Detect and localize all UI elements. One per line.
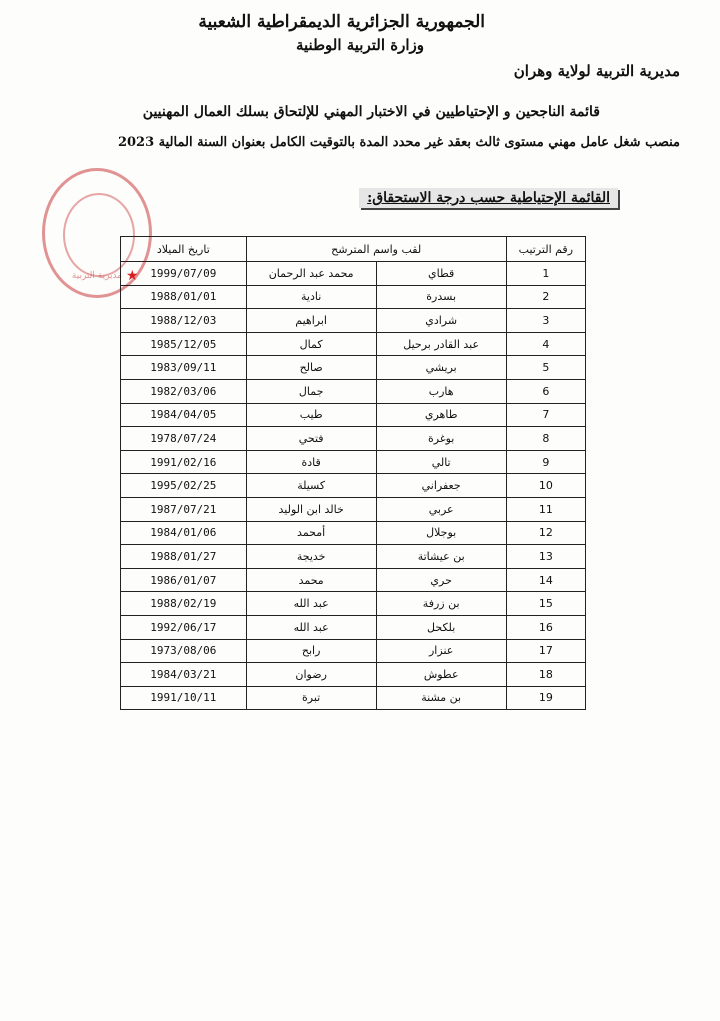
table-row [121, 309, 586, 333]
row-rank: 14 [506, 568, 585, 592]
row-first-name: رضوان [246, 663, 376, 687]
row-rank: 16 [506, 615, 585, 639]
row-first-name: ابراهيم [246, 309, 376, 333]
row-birth-date: 1987/07/21 [121, 497, 247, 521]
row-rank: 1 [506, 262, 585, 286]
row-rank: 2 [506, 285, 585, 309]
row-first-name: قادة [246, 450, 376, 474]
row-rank: 6 [506, 379, 585, 403]
header-name: لقب واسم المترشح [246, 237, 506, 262]
directorate-header: مديرية التربية لولاية وهران [513, 62, 680, 80]
row-first-name: عبد الله [246, 592, 376, 616]
table-row [121, 521, 586, 545]
row-rank: 17 [506, 639, 585, 663]
row-last-name: عطوش [376, 663, 506, 687]
row-birth-date: 1999/07/09 [121, 262, 247, 286]
row-first-name: صالح [246, 356, 376, 380]
row-birth-date: 1992/06/17 [121, 615, 247, 639]
table-row [121, 403, 586, 427]
row-rank: 9 [506, 450, 585, 474]
ministry-header: وزارة التربية الوطنية [295, 36, 424, 54]
table-row [121, 497, 586, 521]
stamp-text: مديرية التربية [71, 271, 123, 281]
row-birth-date: 1986/01/07 [121, 568, 247, 592]
row-last-name: حري [376, 568, 506, 592]
row-first-name: أمحمد [246, 521, 376, 545]
row-first-name: نادية [246, 285, 376, 309]
row-last-name: عربي [376, 497, 506, 521]
table-row [121, 568, 586, 592]
row-last-name: بلكحل [376, 615, 506, 639]
row-birth-date: 1985/12/05 [121, 332, 247, 356]
table-row [121, 639, 586, 663]
row-last-name: بن زرفة [376, 592, 506, 616]
table-row [121, 262, 586, 286]
row-birth-date: 1983/09/11 [121, 356, 247, 380]
table-row [121, 285, 586, 309]
row-birth-date: 1988/02/19 [121, 592, 247, 616]
row-rank: 3 [506, 309, 585, 333]
row-last-name: بسدرة [376, 285, 506, 309]
table-row [121, 427, 586, 451]
row-rank: 18 [506, 663, 585, 687]
row-first-name: رابح [246, 639, 376, 663]
row-last-name: بريشي [376, 356, 506, 380]
row-first-name: خديجة [246, 545, 376, 569]
row-last-name: شرادي [376, 309, 506, 333]
row-first-name: محمد [246, 568, 376, 592]
row-last-name: بن مشنة [376, 686, 506, 710]
table-row [121, 686, 586, 710]
row-last-name: تالي [376, 450, 506, 474]
row-first-name: كمال [246, 332, 376, 356]
table-row [121, 592, 586, 616]
document-title: قائمة الناجحين و الإحتياطيين في الاختبار المهني للإلتحاق بسلك العمال المهنيين [142, 104, 600, 120]
table-row [121, 379, 586, 403]
row-last-name: عبد القادر برحيل [376, 332, 506, 356]
row-last-name: هارب [376, 379, 506, 403]
table-row [121, 474, 586, 498]
row-first-name: جمال [246, 379, 376, 403]
row-last-name: بن عيشاتة [376, 545, 506, 569]
row-birth-date: 1973/08/06 [121, 639, 247, 663]
table-row [121, 332, 586, 356]
row-first-name: تبرة [246, 686, 376, 710]
row-birth-date: 1978/07/24 [121, 427, 247, 451]
row-rank: 11 [506, 497, 585, 521]
table-body [121, 262, 586, 710]
table-row [121, 615, 586, 639]
row-rank: 4 [506, 332, 585, 356]
document-subtitle: منصب شغل عامل مهني مستوى ثالث بعقد غير محدد المدة بالتوقيت الكامل بعنوان السنة المالية 2023 [117, 135, 680, 150]
table-row [121, 450, 586, 474]
table-row [121, 356, 586, 380]
row-first-name: محمد عبد الرحمان [246, 262, 376, 286]
row-last-name: قطاي [376, 262, 506, 286]
reserve-list-table [120, 236, 586, 710]
row-last-name: طاهري [376, 403, 506, 427]
row-rank: 15 [506, 592, 585, 616]
row-birth-date: 1988/12/03 [121, 309, 247, 333]
row-rank: 19 [506, 686, 585, 710]
row-first-name: خالد ابن الوليد [246, 497, 376, 521]
row-rank: 8 [506, 427, 585, 451]
row-rank: 10 [506, 474, 585, 498]
row-birth-date: 1995/02/25 [121, 474, 247, 498]
row-birth-date: 1991/10/11 [121, 686, 247, 710]
country-header: الجمهورية الجزائرية الديمقراطية الشعبية [198, 12, 485, 32]
row-first-name: فتحي [246, 427, 376, 451]
table-header-row [121, 237, 586, 262]
header-rank: رقم الترتيب [506, 237, 585, 262]
row-birth-date: 1988/01/27 [121, 545, 247, 569]
row-last-name: بوجلال [376, 521, 506, 545]
row-birth-date: 1984/01/06 [121, 521, 247, 545]
reserve-list-label: القائمة الإحتياطية حسب درجة الاستحقاق: [359, 188, 618, 208]
table-row [121, 545, 586, 569]
row-birth-date: 1988/01/01 [121, 285, 247, 309]
row-rank: 7 [506, 403, 585, 427]
row-last-name: عنزار [376, 639, 506, 663]
row-rank: 12 [506, 521, 585, 545]
row-birth-date: 1984/03/21 [121, 663, 247, 687]
row-rank: 5 [506, 356, 585, 380]
row-birth-date: 1982/03/06 [121, 379, 247, 403]
table-row [121, 663, 586, 687]
row-birth-date: 1984/04/05 [121, 403, 247, 427]
row-last-name: جعفراني [376, 474, 506, 498]
row-rank: 13 [506, 545, 585, 569]
star-icon: ★ [126, 268, 139, 284]
header-birth-date: تاريخ الميلاد [121, 237, 247, 262]
row-last-name: بوغرة [376, 427, 506, 451]
row-first-name: عبد الله [246, 615, 376, 639]
row-first-name: طيب [246, 403, 376, 427]
row-first-name: كسيلة [246, 474, 376, 498]
row-birth-date: 1991/02/16 [121, 450, 247, 474]
